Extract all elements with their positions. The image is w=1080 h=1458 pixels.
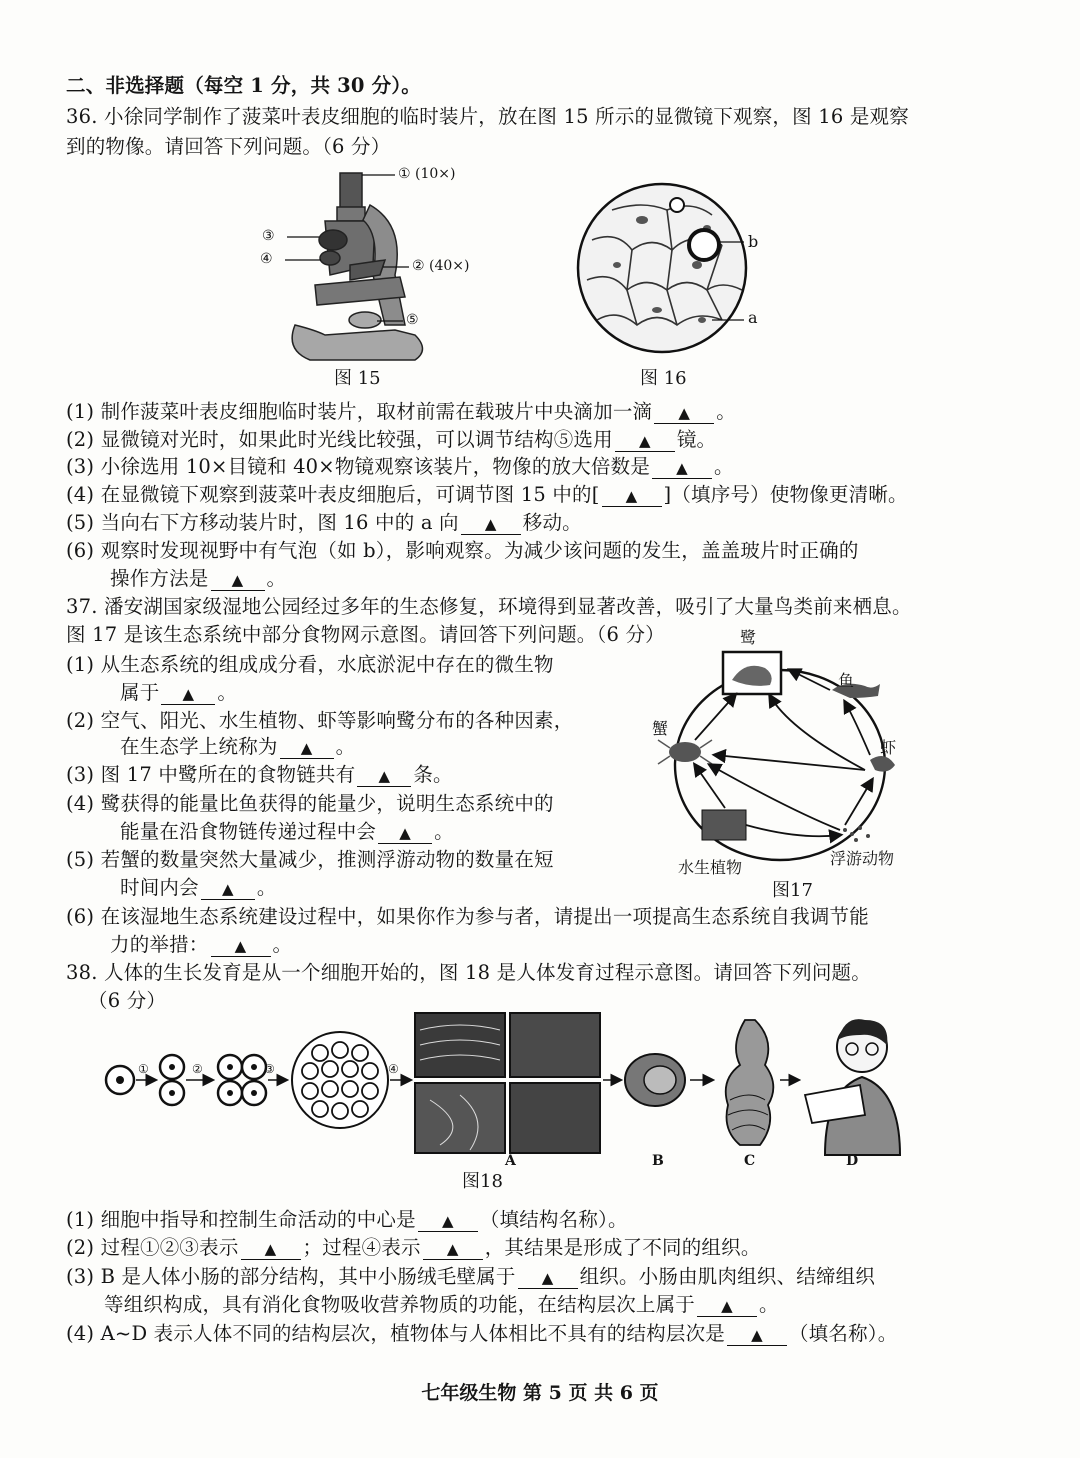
q37-part-5-cont: 时间内会 ▲ 。 (120, 876, 277, 899)
q36-part-1: (1) 制作菠菜叶表皮细胞临时装片，取材前需在载玻片中央滴加一滴 ▲ 。 (66, 400, 736, 423)
q36-blank-2[interactable]: ▲ (615, 431, 675, 452)
q38-stem-2: （6 分） (88, 989, 167, 1012)
q38-blank-5[interactable]: ▲ (697, 1296, 757, 1317)
fig15-label-3: ③ (262, 228, 275, 244)
fig17-shrimp: 虾 (880, 738, 897, 757)
q38-part-3-cont: 等组织构成，具有消化食物吸收营养物质的功能，在结构层次上属于 ▲ 。 (104, 1293, 779, 1316)
q38-blank-3[interactable]: ▲ (423, 1239, 483, 1260)
q36-part-2: (2) 显微镜对光时，如果此时光线比较强，可以调节结构⑤选用 ▲ 镜。 (66, 428, 717, 451)
q37-part-4: (4) 鹭获得的能量比鱼获得的能量少，说明生态系统中的 (66, 792, 554, 815)
q37-blank-1[interactable]: ▲ (161, 684, 215, 705)
fig18-label-A: A (505, 1153, 516, 1169)
fig18-step-2: ② (192, 1062, 203, 1076)
q36-stem-1: 36. 小徐同学制作了菠菜叶表皮细胞的临时装片，放在图 15 所示的显微镜下观察，图 16 是观察 (66, 105, 909, 128)
q38-part-1: (1) 细胞中指导和控制生命活动的中心是 ▲ （填结构名称）。 (66, 1208, 628, 1231)
q37-part-1-cont: 属于 ▲ 。 (120, 681, 238, 704)
fig17-heron: 鹭 (740, 628, 757, 647)
cell-view-figure (572, 180, 772, 360)
q36-part-5: (5) 当向右下方移动装片时，图 16 中的 a 向 ▲ 移动。 (66, 511, 582, 534)
food-web-figure (640, 640, 910, 870)
fig18-label-B: B (652, 1153, 664, 1169)
q36-part-3: (3) 小徐选用 10×目镜和 40×物镜观察该装片，物像的放大倍数是 ▲ 。 (66, 455, 734, 478)
q36-blank-5[interactable]: ▲ (461, 514, 521, 535)
q37-part-3: (3) 图 17 中鹭所在的食物链共有 ▲ 条。 (66, 763, 453, 786)
q36-blank-3[interactable]: ▲ (652, 458, 712, 479)
q36-stem-2: 到的物像。请回答下列问题。（6 分） (66, 135, 391, 158)
q36-blank-4[interactable]: ▲ (602, 486, 662, 507)
fig18-step-3: ③ (264, 1062, 275, 1076)
fig18-step-1: ① (138, 1062, 149, 1076)
q38-part-3: (3) B 是人体小肠的部分结构，其中小肠绒毛壁属于 ▲ 组织。小肠由肌肉组织、结缔组织 (66, 1265, 876, 1288)
fig18-label-C: C (744, 1153, 756, 1169)
q36-part-4: (4) 在显微镜下观察到菠菜叶表皮细胞后，可调节图 15 中的[ ▲ ]（填序号）使物像更清晰。 (66, 483, 908, 506)
q37-stem-2: 图 17 是该生态系统中部分食物网示意图。请回答下列问题。（6 分） (66, 623, 665, 646)
fig17-fish: 鱼 (838, 671, 855, 690)
q37-part-2: (2) 空气、阳光、水生植物、虾等影响鹭分布的各种因素， (66, 709, 574, 732)
fig15-caption: 图 15 (334, 368, 381, 389)
fig16-caption: 图 16 (640, 368, 687, 389)
q37-blank-4[interactable]: ▲ (378, 823, 432, 844)
q38-blank-4[interactable]: ▲ (518, 1268, 578, 1289)
fig15-label-4: ④ (260, 251, 273, 267)
fig16-label-a: a (748, 308, 758, 327)
development-figure (100, 1005, 920, 1170)
section-title: 二、非选择题（每空 1 分，共 30 分）。 (66, 74, 422, 97)
q37-blank-2[interactable]: ▲ (280, 738, 334, 759)
q37-blank-3[interactable]: ▲ (357, 766, 411, 787)
q36-part-6: (6) 观察时发现视野中有气泡（如 b），影响观察。为减少该问题的发生，盖盖玻片时正确的 (66, 539, 859, 562)
q37-stem-1: 37. 潘安湖国家级湿地公园经过多年的生态修复，环境得到显著改善，吸引了大量鸟类前来栖息。 (66, 595, 912, 618)
q36-blank-1[interactable]: ▲ (654, 403, 714, 424)
q37-part-1: (1) 从生态系统的组成成分看，水底淤泥中存在的微生物 (66, 653, 554, 676)
fig18-label-D: D (846, 1153, 859, 1169)
fig17-plant: 水生植物 (678, 858, 743, 877)
q38-part-2: (2) 过程①②③表示 ▲ ；过程④表示 ▲ ，其结果是形成了不同的组织。 (66, 1236, 761, 1259)
q36-blank-6[interactable]: ▲ (211, 570, 265, 591)
q38-blank-1[interactable]: ▲ (418, 1211, 478, 1232)
q37-blank-6[interactable]: ▲ (211, 936, 271, 957)
fig18-step-4: ④ (388, 1062, 399, 1076)
fig16-label-b: b (748, 232, 759, 251)
fig17-caption: 图17 (772, 880, 813, 901)
page-footer: 七年级生物 第 5 页 共 6 页 (421, 1382, 659, 1404)
q38-part-4: (4) A~D 表示人体不同的结构层次，植物体与人体相比不具有的结构层次是 ▲ （填名称）。 (66, 1322, 898, 1345)
fig15-label-2: ② (40×) (412, 258, 470, 274)
fig17-crab: 蟹 (652, 719, 669, 738)
q38-stem-1: 38. 人体的生长发育是从一个细胞开始的，图 18 是人体发育过程示意图。请回答下列问题。 (66, 961, 871, 984)
q36-part-6-cont: 操作方法是 ▲ 。 (110, 567, 287, 590)
q37-part-6: (6) 在该湿地生态系统建设过程中，如果你作为参与者，请提出一项提高生态系统自我调节能 (66, 905, 869, 928)
fig17-plankton: 浮游动物 (830, 849, 895, 868)
q38-blank-2[interactable]: ▲ (241, 1239, 301, 1260)
fig15-label-1: ① (10×) (398, 166, 456, 182)
q37-part-5: (5) 若蟹的数量突然大量减少，推测浮游动物的数量在短 (66, 848, 554, 871)
fig18-caption: 图18 (462, 1171, 503, 1192)
fig15-label-5: ⑤ (406, 312, 419, 328)
q37-part-4-cont: 能量在沿食物链传递过程中会 ▲ 。 (120, 820, 454, 843)
q37-part-2-cont: 在生态学上统称为 ▲ 。 (120, 735, 356, 758)
q37-blank-5[interactable]: ▲ (201, 879, 255, 900)
q38-blank-6[interactable]: ▲ (727, 1325, 787, 1346)
q37-part-6-cont: 力的举措： ▲ 。 (110, 933, 293, 956)
